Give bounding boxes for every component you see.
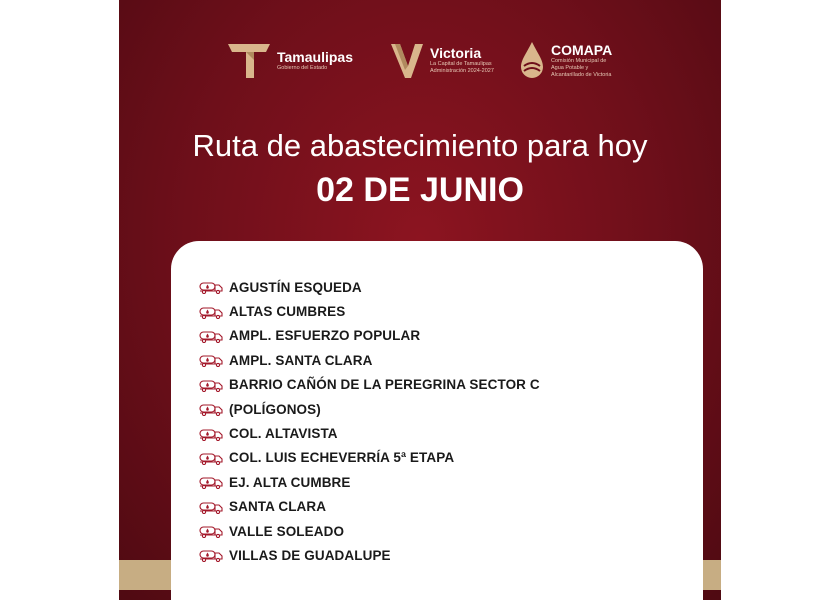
route-item-label: VILLAS DE GUADALUPE [229, 547, 391, 563]
page-title: Ruta de abastecimiento para hoy [192, 128, 648, 163]
victoria-v-icon [389, 40, 425, 80]
tamaulipas-name: Tamaulipas [277, 48, 353, 65]
water-truck-icon [199, 475, 223, 489]
route-item-label: AMPL. ESFUERZO POPULAR [229, 328, 421, 344]
victoria-subtitle: La Capital de Tamaulipas Administración 2024-2027 [430, 61, 494, 74]
list-item [199, 397, 540, 421]
water-truck-icon [199, 353, 223, 367]
logo-bar [119, 36, 721, 84]
list-item [199, 421, 540, 445]
route-date: 02 DE JUNIO [316, 171, 524, 209]
water-truck-icon [199, 451, 223, 465]
route-item-label: (POLÍGONOS) [229, 401, 321, 417]
water-truck-icon [199, 524, 223, 538]
list-item [199, 495, 540, 519]
route-item-label: BARRIO CAÑÓN DE LA PEREGRINA SECTOR C [229, 377, 540, 393]
water-truck-icon [199, 378, 223, 392]
tamaulipas-logo [226, 36, 353, 84]
list-item [199, 275, 540, 299]
tamaulipas-t-icon [226, 40, 272, 80]
list-item [199, 470, 540, 494]
water-truck-icon [199, 500, 223, 514]
water-drop-icon [518, 40, 546, 80]
list-item [199, 348, 540, 372]
route-item-label: COL. ALTAVISTA [229, 426, 338, 442]
route-list [199, 275, 540, 568]
list-item [199, 543, 540, 567]
tamaulipas-subtitle: Gobierno del Estado [277, 64, 328, 71]
route-item-label: ALTAS CUMBRES [229, 304, 346, 320]
water-truck-icon [199, 548, 223, 562]
list-item [199, 373, 540, 397]
water-truck-icon [199, 402, 223, 416]
route-item-label: VALLE SOLEADO [229, 523, 345, 539]
list-item [199, 519, 540, 543]
announcement-poster [119, 0, 721, 600]
water-truck-icon [199, 305, 223, 319]
list-item [199, 299, 540, 323]
route-item-label: SANTA CLARA [229, 499, 327, 515]
route-item-label: EJ. ALTA CUMBRE [229, 474, 351, 490]
water-truck-icon [199, 427, 223, 441]
list-item [199, 446, 540, 470]
water-truck-icon [199, 329, 223, 343]
comapa-logo [518, 36, 613, 84]
victoria-logo [389, 36, 510, 84]
list-item [199, 324, 540, 348]
comapa-name: COMAPA [551, 41, 613, 58]
victoria-name: Victoria [430, 45, 482, 61]
route-item-label: AMPL. SANTA CLARA [229, 352, 373, 368]
comapa-subtitle: Comisión Municipal de Agua Potable y Alcantarillado de Victoria [551, 57, 612, 78]
route-item-label: COL. LUIS ECHEVERRÍA 5ª ETAPA [229, 450, 455, 466]
water-truck-icon [199, 280, 223, 294]
route-item-label: AGUSTÍN ESQUEDA [229, 279, 362, 295]
